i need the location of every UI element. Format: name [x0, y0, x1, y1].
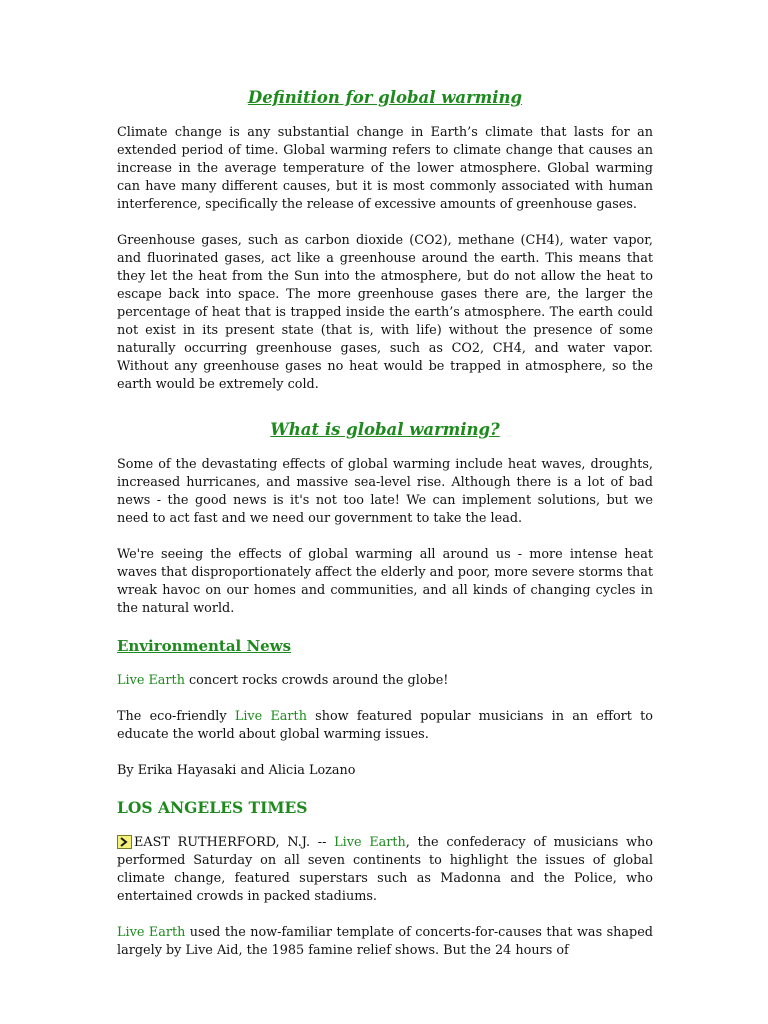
document-content — [117, 88, 653, 960]
live-earth-link[interactable]: Live Earth — [117, 673, 185, 688]
section-title-what-is: What is global warming? — [270, 420, 500, 439]
newspaper-name: LOS ANGELES TIMES — [117, 798, 308, 817]
news-heading: Environmental News — [117, 637, 292, 655]
arrow-right-icon — [117, 835, 132, 849]
body2-text: used the now-familiar template of concerts-for-causes that was shaped largely by Live Aid, the 1985 famine relief shows. But the 24 hours of — [117, 925, 653, 958]
body1-text: , the confederacy of musicians who performed Saturday on all seven continents to highlight the issues of global climate change, featured superstars such as Madonna and the Police, who entertained crowds in packed stadiums. — [117, 835, 653, 904]
live-earth-link[interactable]: Live Earth — [334, 835, 406, 850]
live-earth-link[interactable]: Live Earth — [234, 709, 307, 724]
what-is-paragraph-1: Some of the devastating effects of global warming include heat waves, droughts, increased hurricanes, and massive sea-level rise. Although there is a lot of bad news - the good news is it's not too late! We can implement solutions, but we need to act fast and we need our government to take the lead. — [117, 457, 653, 526]
definition-paragraph-2: Greenhouse gases, such as carbon dioxide (CO2), methane (CH4), water vapor, and fluorinated gases, act like a greenhouse around the earth. This means that they let the heat from the Sun into the atmosphere, but do not allow the heat to escape back into space. The more greenhouse gases there are, the larger the percentage of heat that is trapped inside the earth’s atmosphere. The earth could not exist in its present state (that is, with life) without the presence of some naturally occurring greenhouse gases, such as CO2, CH4, and water vapor. Without any greenhouse gases no heat would be trapped in atmosphere, so the earth would be extremely cold. — [117, 233, 653, 392]
what-is-paragraph-2: We're seeing the effects of global warming all around us - more intense heat waves that disproportionately affect the elderly and poor, more severe storms that wreak havoc on our homes and communities, and all kinds of changing cycles in the natural world. — [117, 547, 654, 616]
headline-text: concert rocks crowds around the globe! — [184, 673, 449, 688]
news-byline: By Erika Hayasaki and Alicia Lozano — [117, 763, 356, 778]
news-deck — [117, 708, 653, 744]
news-body-1 — [117, 834, 653, 906]
news-headline — [117, 672, 653, 690]
deck-text: show featured popular musicians in an effort to educate the world about global warming issues. — [117, 709, 653, 742]
deck-start: The eco-friendly — [117, 709, 235, 724]
news-body-2 — [117, 924, 653, 960]
live-earth-link[interactable]: Live Earth — [117, 925, 186, 940]
dateline: EAST RUTHERFORD, N.J. -- — [134, 835, 335, 850]
definition-paragraph-1: Climate change is any substantial change in Earth’s climate that lasts for an extended period of time. Global warming refers to climate change that causes an increase in the average temperature of the lower atmosphere. Global warming can have many different causes, but it is most commonly associated with human interference, specifically the release of excessive amounts of greenhouse gases. — [117, 125, 653, 212]
section-title-definition: Definition for global warming — [247, 88, 523, 107]
